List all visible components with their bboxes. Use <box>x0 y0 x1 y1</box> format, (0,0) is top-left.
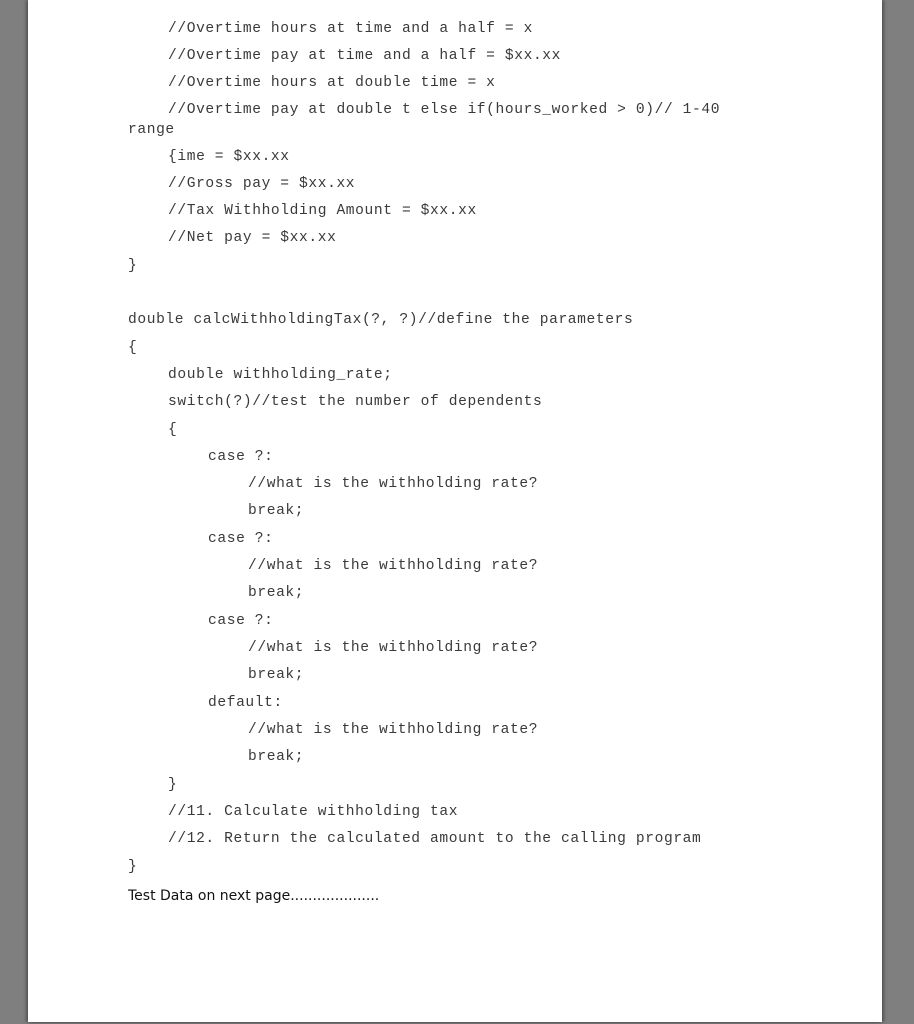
test-data-note: Test Data on next page.................... <box>128 888 380 904</box>
code-line-5: range <box>128 122 175 138</box>
code-line-19: case ?: <box>208 531 274 547</box>
code-line-20: //what is the withholding rate? <box>248 558 539 574</box>
code-line-8: //Tax Withholding Amount = $xx.xx <box>168 203 477 219</box>
code-line-14: switch(?)//test the number of dependents <box>168 394 543 410</box>
code-line-15: { <box>168 422 178 438</box>
document-page <box>28 0 882 1022</box>
code-line-30: //12. Return the calculated amount to the calling program <box>168 831 702 847</box>
code-line-9: //Net pay = $xx.xx <box>168 230 337 246</box>
code-line-18: break; <box>248 503 305 519</box>
code-line-26: //what is the withholding rate? <box>248 722 539 738</box>
code-line-17: //what is the withholding rate? <box>248 476 539 492</box>
code-line-29: //11. Calculate withholding tax <box>168 804 459 820</box>
code-line-12: { <box>128 340 138 356</box>
code-line-16: case ?: <box>208 449 274 465</box>
code-line-27: break; <box>248 749 305 765</box>
code-line-23: //what is the withholding rate? <box>248 640 539 656</box>
code-line-3: //Overtime hours at double time = x <box>168 75 496 91</box>
code-line-6: {ime = $xx.xx <box>168 149 290 165</box>
code-line-31: } <box>128 859 138 875</box>
code-line-10: } <box>128 258 138 274</box>
code-line-25: default: <box>208 695 283 711</box>
code-line-24: break; <box>248 667 305 683</box>
code-line-22: case ?: <box>208 613 274 629</box>
code-line-21: break; <box>248 585 305 601</box>
code-line-2: //Overtime pay at time and a half = $xx.xx <box>168 48 562 64</box>
code-line-13: double withholding_rate; <box>168 367 393 383</box>
code-line-1: //Overtime hours at time and a half = x <box>168 21 533 37</box>
code-line-4: //Overtime pay at double t else if(hours_worked > 0)// 1-40 <box>168 102 721 118</box>
code-line-28: } <box>168 777 178 793</box>
code-line-11: double calcWithholdingTax(?, ?)//define the parameters <box>128 312 634 328</box>
code-line-7: //Gross pay = $xx.xx <box>168 176 356 192</box>
